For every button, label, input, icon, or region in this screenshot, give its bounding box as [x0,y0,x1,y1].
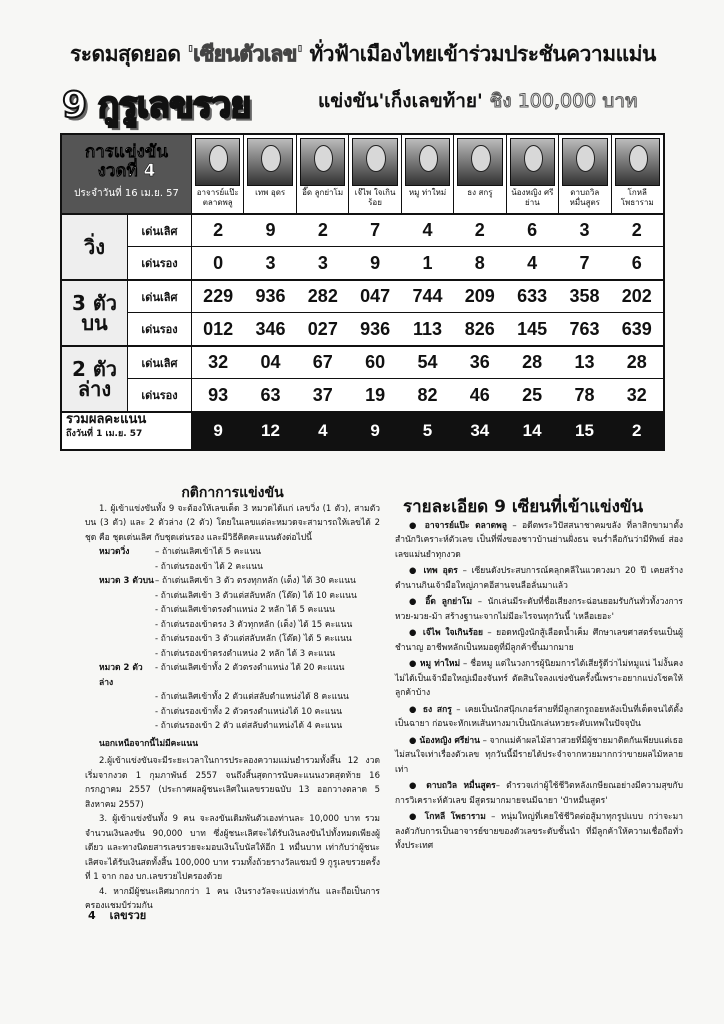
rule-category [85,589,155,604]
prediction-value: 46 [469,384,490,405]
row-label: เด่นรอง [128,247,192,279]
contestant-photo [457,138,502,186]
details-section [395,497,683,856]
rule-item: - ถ้าเด่นเลิศเข้า 3 ตัวแต่สลับหลัก (โต๊ด) ได้ 10 คะแนน [155,590,357,601]
prediction-value: 012 [203,318,234,339]
contestant-name: อี๊ด ลูกย่าโม [302,188,344,197]
prize-text: ชิง 100,000 บาท [489,90,638,112]
entry-name: ● อี๊ด ลูกย่าโม [409,597,473,607]
category-label: 3 ตัว บน [62,281,128,345]
headline-line-1 [70,38,680,71]
rule-item: - ถ้าเด่นเลิศเข้าทั้ง 2 ตัวตรงตำแหน่ง ได้ 20 คะแนน [155,663,345,673]
contestant-cell [244,135,296,213]
rule-line [85,589,380,604]
headline-text: ระดมสุดยอด [70,42,181,66]
total-score: 15 [575,421,594,440]
contestant-cell [612,135,663,213]
prediction-value: 82 [417,384,438,405]
table-row [128,347,663,379]
entry-name: ● เทพ อุดร [409,566,458,576]
prediction-value: 60 [365,352,386,372]
table-row [128,215,663,247]
row-label: เด่นเลิศ [128,347,192,378]
prediction-value: 19 [365,384,386,405]
rule-item: - ถ้าเด่นรองเข้า 3 ตัวแต่สลับหลัก (โต๊ด) ได้ 5 คะแนน [155,634,352,644]
category-group [62,215,663,281]
category-group [62,347,663,413]
rule-category: หมวด 2 ตัวล่าง [99,663,143,688]
rule-line [85,574,380,589]
rule-line [85,545,380,560]
page-number: 4 [88,909,96,922]
row-label: เด่นเลิศ [128,215,192,246]
contestant-name: เทพ อุดร [255,188,286,197]
round-number: งวดที่ 4 [97,161,156,181]
row-label: เด่นรอง [128,313,192,345]
rule-line [85,603,380,618]
prediction-value: 28 [626,352,647,372]
rule-item: - ถ้าเด่นรองเข้า 2 ตัว แต่สลับตำแหน่งได้ 4 คะแนน [155,721,343,731]
round-title: การแข่งขัน [84,142,169,162]
headline-text: ทั่วฟ้าเมืองไทยเข้าร่วมประชันความแม่น [309,42,656,66]
rule-item: - ถ้าเด่นเลิศเข้าตรงตำแหน่ง 2 หลัก ได้ 5 คะแนน [155,605,335,615]
contestant-photo [352,138,397,186]
entry-text: – เซียนดังประสบการณ์คลุกคลีในแวดวงมา 20 ปี เคยสร้างตำนานกินเจ้ามือใหญ่ภาคอีสานจนลือลั่นมาแล้ว [395,566,683,591]
total-label-cell [62,413,192,449]
rule-category [85,719,155,734]
prediction-value: 63 [260,384,281,405]
contestant-photo [562,138,607,186]
rule-line [85,690,380,705]
prediction-value: 639 [621,318,652,339]
total-score: 5 [422,421,433,440]
table-row [128,313,663,345]
contestant-name: หมู ท่าใหม่ [408,188,447,197]
rule-paragraph: 3. ผู้เข้าแข่งขันทั้ง 9 คน จะลงขันเดิมพันตัวเองท่านละ 10,000 บาท รวมจำนวนเงินลงขัน 90,000 บาท ซึ่งผู้ชนะเลิศจะได้รับเงินลงขันไปทั้งหมดเพียงผู้เดียว และทางนิตยสารเลขรวยจะมอบเงินโบนัสให้อีก 1 หมื่นบาท เท่ากับว่าผู้ชนะเลิศจะได้รับเงินสดทั้งสิ้น 100,000 บาท รวมทั้งถ้วยรางวัลแชมป์ 9 กูรูเลขรวยครั้งที่ 1 จาก กอง บก.เลขรวยไปครองด้วย [85,814,380,882]
table-row [128,379,663,411]
rule-item: - ถ้าเด่นรองเข้าตรงตำแหน่ง 2 หลัก ได้ 3 คะแนน [155,648,336,659]
rule-category [85,690,155,705]
entry-text: – ตำรวจเก่าผู้ใช้ชีวิตหลังเกษียณอย่างมีความสุขกับการวิเคราะห์ตัวเลข มีสูตรมากมายจนมีฉายา 'ป๋าหมื่นสูตร' [395,781,683,806]
prediction-value: 54 [417,352,438,372]
prediction-value: 37 [312,384,333,405]
contestant-entry [395,779,683,808]
prediction-value: 826 [464,318,495,339]
entry-text: – เคยเป็นนักสนุ๊กเกอร์สายที่มีลูกสกรูถอยหลังเป็นที่เด็ดจนได้ตั้งเป็นฉายา ก่อนจะหักเหเส้นทางมาเป็นนักเล่นหวยระดับเทพในปัจจุบัน [395,704,683,729]
total-score: 2 [632,421,642,440]
contestant-cell [297,135,349,213]
prediction-value: 633 [517,286,548,306]
contestant-photo [300,138,345,186]
contestant-cell [454,135,506,213]
headline-highlight: 'เซียนตัวเลข' [187,42,303,66]
rule-category: หมวดวิ่ง [99,547,130,557]
contestant-entry [395,657,683,701]
rule-category [85,560,155,575]
prediction-value: 4 [422,220,433,240]
prediction-value: 2 [474,220,485,240]
prediction-value: 936 [360,318,391,339]
rule-line [85,618,380,633]
prediction-value: 3 [317,252,328,273]
rule-category [85,618,155,633]
prediction-value: 8 [474,252,485,273]
table-row [128,281,663,313]
entry-name: ● เจ๊ไพ ใจเกินร้อย [409,628,483,638]
prediction-value: 027 [307,318,338,339]
prediction-value: 67 [312,352,333,372]
prediction-value: 7 [370,220,381,240]
prediction-value: 32 [208,352,229,372]
rule-line [85,719,380,734]
prediction-value: 209 [464,286,495,306]
contestant-cell [507,135,559,213]
entry-name: ● หมู ท่าใหม่ [409,659,461,669]
prediction-value: 9 [265,220,276,240]
category-label: วิ่ง [62,215,128,279]
contestant-photo [615,138,660,186]
rule-line [85,560,380,575]
rule-category [85,632,155,647]
contestant-name: น้องหญิง ศรีย่าน [511,188,554,207]
prediction-value: 25 [522,384,543,405]
total-score: 9 [370,421,380,440]
contestant-cell [559,135,611,213]
prediction-value: 2 [317,220,328,240]
contestant-cell [349,135,401,213]
contestant-name: เจ๊ไพ ใจเกินร้อย [354,188,396,207]
rule-line [85,632,380,647]
prediction-value: 28 [522,352,543,372]
prediction-value: 36 [469,352,490,372]
rule-item: – ถ้าเด่นเลิศเข้า 3 ตัว ตรงทุกหลัก (เต็ง) ได้ 30 คะแนน [155,576,356,586]
rule-item: - ถ้าเด่นรองเข้า ได้ 2 คะแนน [155,561,263,572]
total-label: รวมผลคะแนน [66,412,147,427]
round-date: ประจำวันที่ 16 เม.ย. 57 [74,188,179,199]
entry-text: – ชื่อหมู แต่ในวงการผู้นิยมการได้เสียรู้ดีว่าไม่หมูแน่ ไม่งั้นคงไม่ได้เป็นเจ้ามือใหญ่เมืองจันทร์ ตัดสินใจลงแข่งขันครั้งนี้เพราะอยากแบ่งโชคให้ลูกค้าบ้าง [395,659,683,698]
rule-line [85,661,380,690]
rule-item: - ถ้าเด่นรองเข้าทั้ง 2 ตัวตรงตำแหน่งได้ 10 คะแนน [155,706,343,717]
contestant-name: โกหลี โพธาราม [620,188,654,207]
prediction-value: 4 [527,252,538,273]
prediction-value: 346 [255,318,286,339]
prediction-value: 6 [527,220,538,240]
category-group [62,281,663,347]
contestant-entry [395,734,683,778]
table-row [128,247,663,279]
details-title: รายละเอียด 9 เซียนที่เข้าแข่งขัน [403,497,644,517]
contestant-name: อาจารย์แป๊ะ ตลาดพลู [196,188,239,207]
prediction-value: 145 [517,318,548,339]
entry-text: – ยอดหญิงนักสู้เลือดน้ำเค็ม ศึกษาเลขศาสตร์จนเป็นผู้ชำนาญ อาชีพหลักเป็นหมอดูที่มีลูกค้าขึ้นมากมาย [395,628,683,653]
headline-line-2 [318,86,638,116]
rule-line [85,647,380,662]
entry-name: ● น้องหญิง ศรีย่าน [409,735,480,746]
contestant-entry [395,519,683,563]
prediction-value: 2 [213,220,224,240]
prediction-value: 358 [569,286,600,306]
entry-text: – หนุ่มใหญ่ที่เคยใช้ชีวิตต่อสู้มาทุกรูปแบบ กว่าจะมาลงตัวกับการเป็นอาจารย์ขายของตัวเลขระดับชั้นนำ ที่มีลูกค้าให้ความเชื่อถือทั่วทั้งประเทศ [395,812,683,851]
prediction-value: 78 [574,384,595,405]
total-row [62,413,663,449]
contestant-photo [247,138,292,186]
rule-item: – ถ้าเด่นเลิศเข้าได้ 5 คะแนน [155,547,262,557]
entry-text: – นักเล่นมีระดับที่ชื่อเสียงกระฉ่อนยอมรับกันทั่วทั้งวงการหวย-มวย-ม้า สร้างฐานะจากไม่มีอะไรจนทุกวันนี้ 'เหลือเยอะ' [395,597,683,622]
contestant-photo [510,138,555,186]
logo: 9 กูรูเลขรวย [62,85,251,126]
contestant-name: ธง สกรู [467,188,493,197]
prediction-value: 744 [412,286,443,306]
prediction-value: 0 [213,252,224,273]
round-cell [62,135,192,213]
prediction-value: 113 [412,318,442,339]
contestant-cell [192,135,244,213]
contestant-entry [395,703,683,732]
prediction-value: 04 [260,352,281,372]
rule-paragraph: 2.ผู้เข้าแข่งขันจะมีระยะเวลาในการประลองความแม่นยำรวมทั้งสิ้น 12 งวด เริ่มจากงวด 1 กุมภาพันธ์ 2557 จนถึงสิ้นสุดการนับคะแนนงวดสุดท้าย 16 กรกฎาคม 2557 (ประกาศผลผู้ชนะเลิศในเลขรวยฉบับ 13 ออกวางตลาด 5 สิงหาคม 2557) [85,756,380,810]
contestant-entry [395,564,683,593]
rule-note: นอกเหนือจากนี้ไม่มีคะแนน [99,738,199,749]
rule-paragraph: 4. หากมีผู้ชนะเลิศมากกว่า 1 คน เงินรางวัลจะแบ่งเท่ากัน และถือเป็นการครองแชมป์ร่วมกัน [85,886,380,911]
prediction-value: 936 [255,286,286,306]
contestant-cell [402,135,454,213]
rule-line [85,705,380,720]
total-score: 9 [213,421,223,440]
contestant-name: ดาบถวิล หมื่นสูตร [569,188,600,207]
rule-category: หมวด 3 ตัวบน [99,576,154,586]
entry-text: – จากแม่ค้าผลไม้สาวสวยที่มีผู้ชายมาติดกันเพียบแต่เธอไม่สนใจเท่าเรื่องตัวเลข ทุกวันนี้มีรายได้ประจำจากหวยมากกว่าขายผลไม้หลายเท่า [395,735,683,775]
prediction-value: 9 [370,252,381,273]
table-header [62,135,663,215]
category-rows [128,347,663,411]
headline-text: แข่งขัน'เก็งเลขท้าย' [318,90,483,112]
entry-name: ● ดาบถวิล หมื่นสูตร [409,781,496,791]
rule-item: - ถ้าเด่นเลิศเข้าทั้ง 2 ตัวแต่สลับตำแหน่งได้ 8 คะแนน [155,692,349,702]
prediction-value: 3 [265,252,276,273]
rule-category [85,705,155,720]
prediction-value: 047 [360,286,391,306]
contestant-photo [405,138,450,186]
prediction-value: 6 [631,252,642,273]
entry-name: ● อาจารย์แป๊ะ ตลาดพลู [409,520,507,531]
entry-name: ● ธง สกรู [409,704,452,715]
score-table [60,133,665,451]
prediction-value: 13 [574,352,595,372]
page-footer [88,906,160,924]
prediction-value: 282 [307,286,338,306]
row-label: เด่นรอง [128,379,192,411]
prediction-value: 32 [626,384,647,405]
total-score: 12 [261,421,280,440]
prediction-value: 229 [203,286,234,306]
prediction-value: 202 [621,286,652,306]
entry-text: – อดีตพระวิปัสสนาชาคมขลัง ที่ลาสิกขามาตั้งสำนักวิเคราะห์ตัวเลข เป็นที่พึ่งของชาวบ้านย่านฝั่งธน จนร่ำลือกันว่ามีทิพย์ ส่องเลขแม่นยำทุกงวด [395,520,683,560]
prediction-value: 763 [569,318,600,339]
prediction-value: 93 [208,384,229,405]
contestant-entry [395,810,683,854]
magazine-name: เลขรวย [109,909,147,922]
prediction-value: 3 [579,220,590,240]
category-label: 2 ตัว ล่าง [62,347,128,411]
contestant-entry [395,626,683,655]
rule-category [85,603,155,618]
contestant-entry [395,595,683,624]
prediction-value: 7 [579,252,590,273]
rules-section [85,486,380,914]
category-rows [128,281,663,345]
entry-name: ● โกหลี โพธาราม [409,812,486,822]
total-score: 4 [318,421,328,440]
total-score: 34 [470,421,490,440]
rule-item: - ถ้าเด่นรองเข้าตรง 3 ตัวทุกหลัก (เต็ง) ได้ 15 คะแนน [155,619,353,630]
prediction-value: 2 [631,220,642,240]
category-rows [128,215,663,279]
rule-paragraph: 1. ผู้เข้าแข่งขันทั้ง 9 จะต้องให้เลขเด็ด 3 หมวดได้แก่ เลขวิ่ง (1 ตัว), สามตัวบน (3 ตัว) และ 2 ตัวล่าง (2 ตัว) โดยในเลขแต่ละหมวดจะสามารถให้เลขได้ 2 ชุด คือ ชุดเด่นเลิศ กับชุดเด่นรอง และมีวิธีคิดคะแนนดังต่อไปนี้ [85,503,380,543]
total-score: 14 [522,421,542,440]
total-date: ถึงวันที่ 1 เม.ย. 57 [66,429,143,439]
rule-category [85,647,155,662]
rules-title: กติกาการแข่งขัน [181,485,284,501]
prediction-value: 1 [422,252,433,273]
row-label: เด่นเลิศ [128,281,192,312]
contestant-photo [195,138,240,186]
